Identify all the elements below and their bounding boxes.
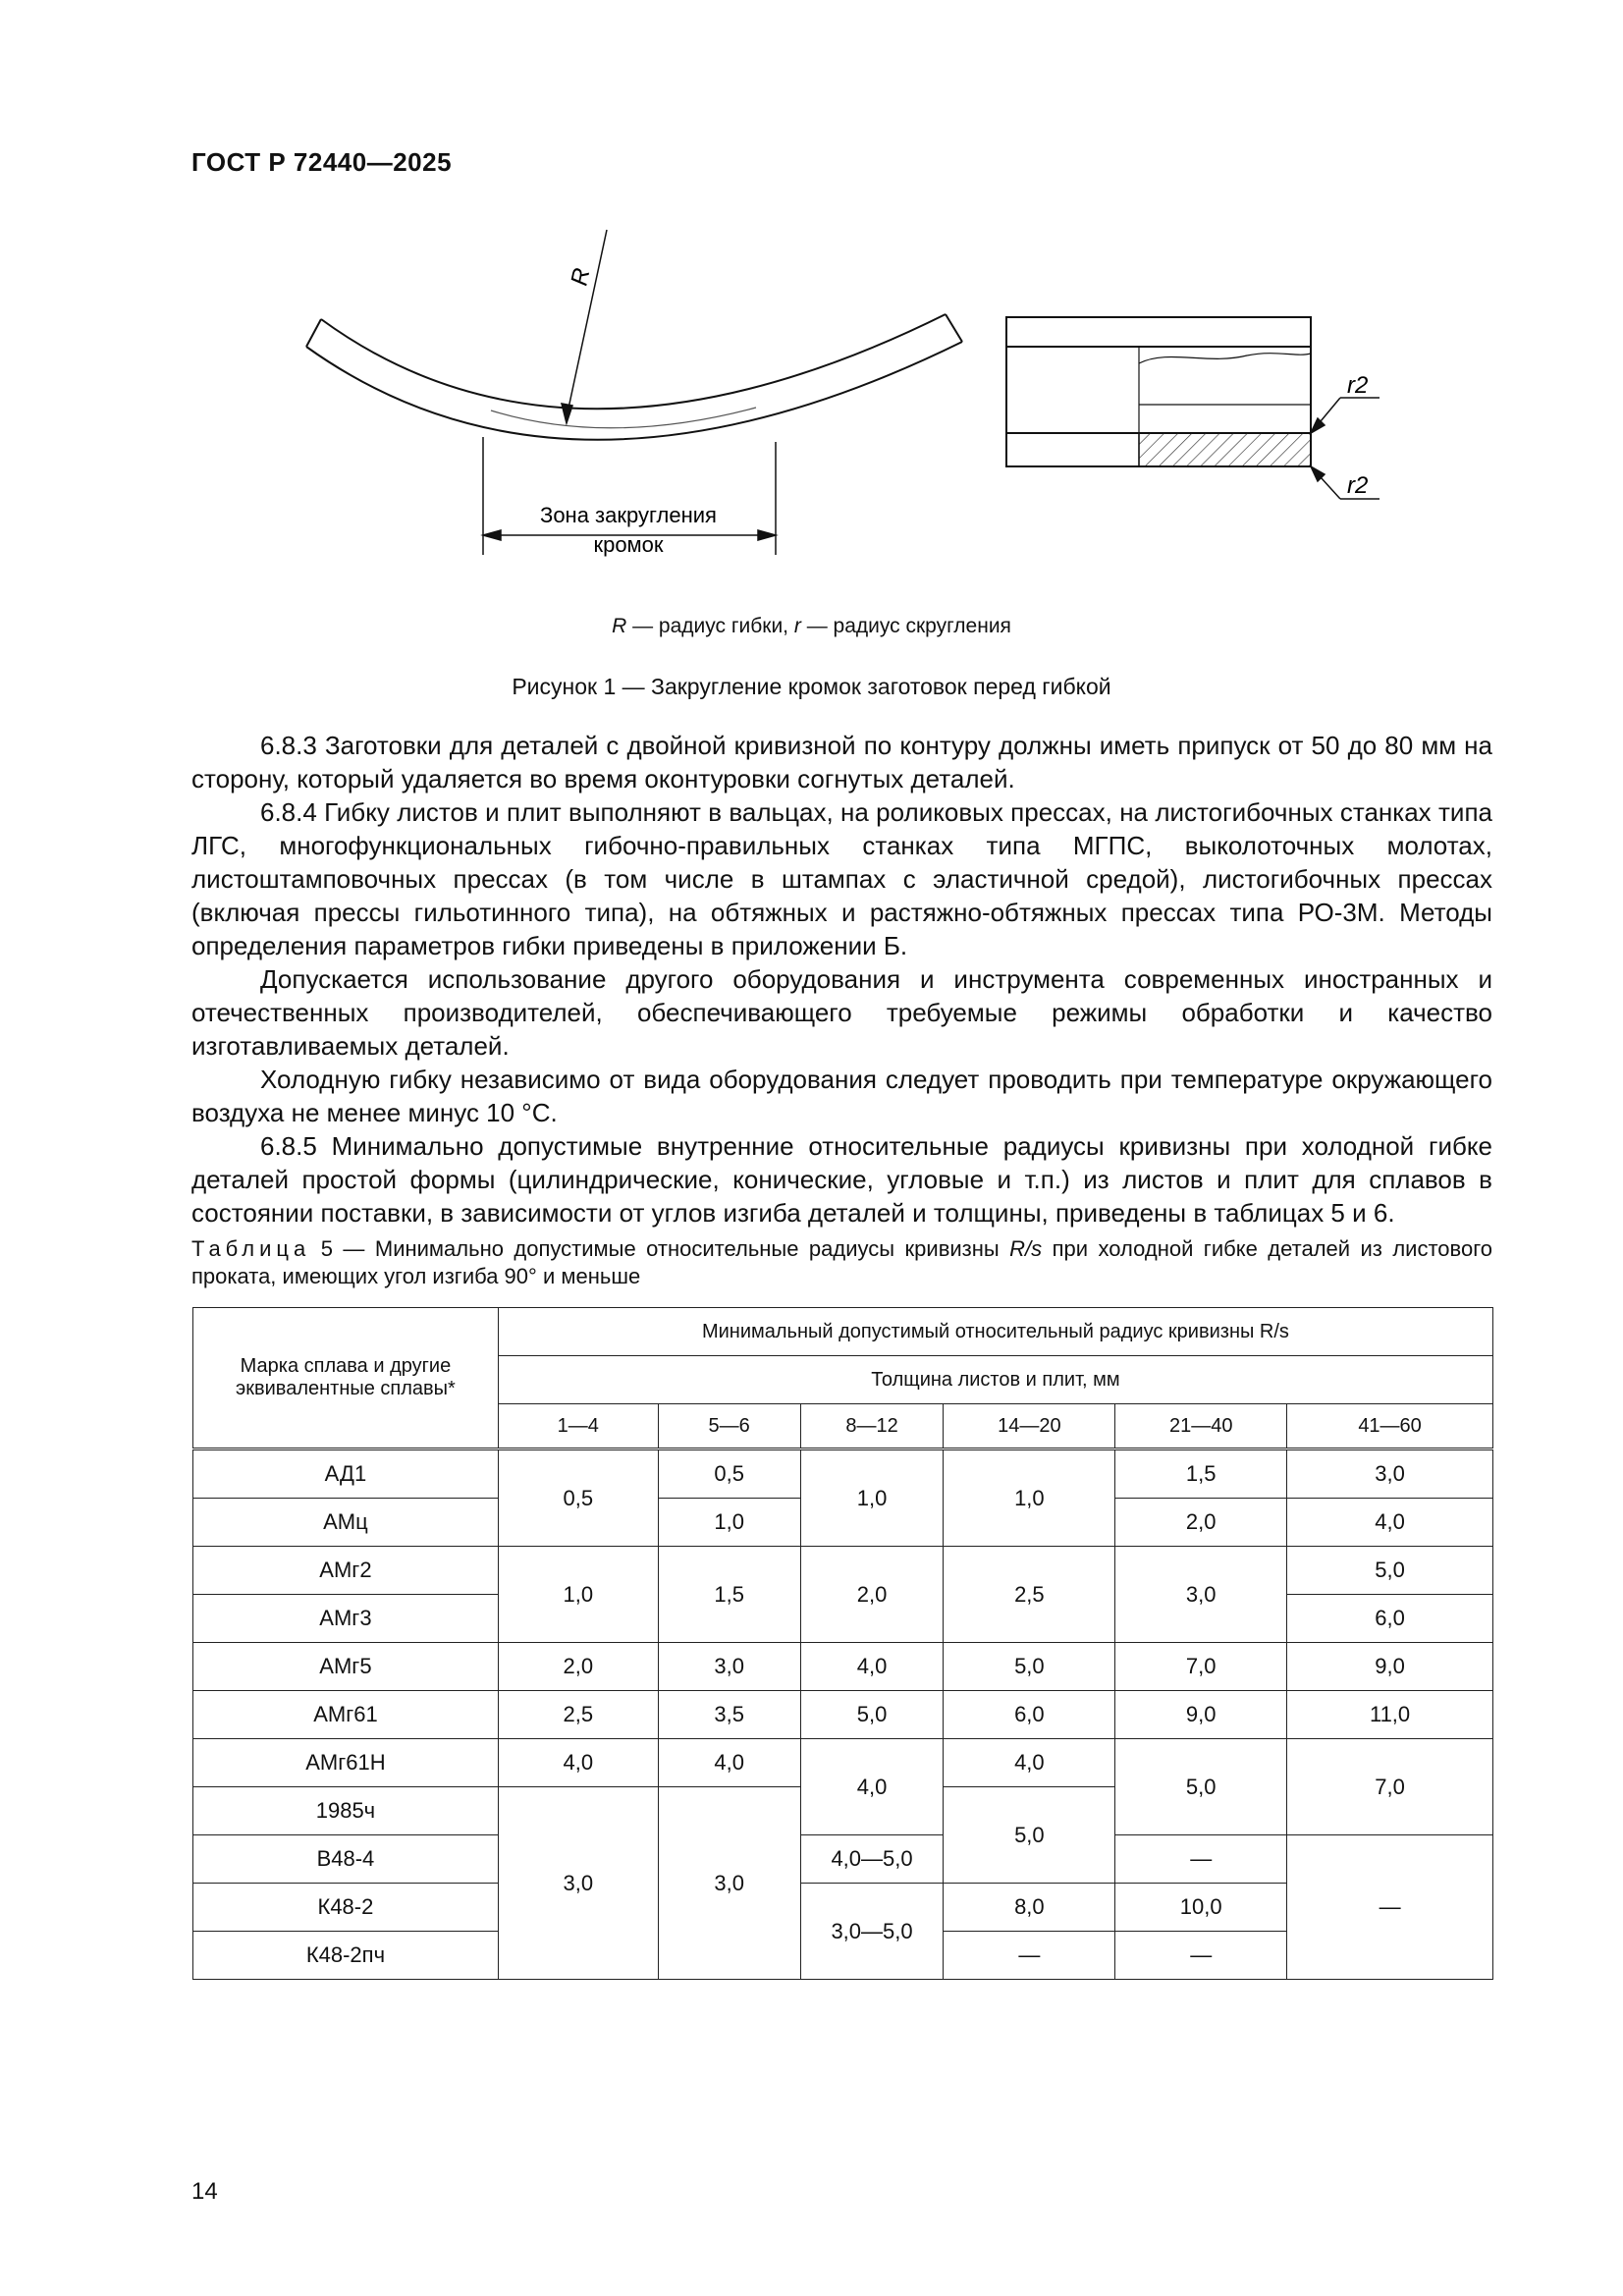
document-header: ГОСТ Р 72440—2025 xyxy=(191,147,453,177)
value-cell: 2,0 xyxy=(498,1643,658,1691)
value-cell: 1,5 xyxy=(1115,1449,1287,1499)
value-cell: 4,0 xyxy=(658,1739,800,1787)
value-cell: 3,0 xyxy=(1115,1547,1287,1643)
table-caption-number: 5 xyxy=(320,1236,333,1261)
value-cell: 5,0 xyxy=(944,1787,1115,1884)
legend-r: r xyxy=(793,615,801,637)
alloy-cell: 1985ч xyxy=(193,1787,499,1835)
value-cell: 6,0 xyxy=(1287,1595,1493,1643)
header-alloy: Марка сплава и другие эквивалентные сплавы* xyxy=(193,1308,499,1449)
value-cell: 3,0 xyxy=(658,1643,800,1691)
table-row xyxy=(193,1547,1493,1595)
value-cell: 3,0 xyxy=(658,1787,800,1980)
alloy-cell: АМг61 xyxy=(193,1691,499,1739)
value-cell: 4,0 xyxy=(800,1643,944,1691)
alloy-cell: АМг61Н xyxy=(193,1739,499,1787)
value-cell: 2,5 xyxy=(944,1547,1115,1643)
table-row xyxy=(193,1643,1493,1691)
header-main: Минимальный допустимый относительный радиус кривизны R/s xyxy=(498,1308,1492,1356)
paragraph-6-8-3: 6.8.3 Заготовки для деталей с двойной кривизной по контуру должны иметь припуск от 50 до 80 мм на сторону, который удаляется во время оконтуровки согнутых деталей. xyxy=(191,731,1492,793)
table-row xyxy=(193,1449,1493,1499)
value-cell: 9,0 xyxy=(1287,1643,1493,1691)
alloy-cell: К48-2пч xyxy=(193,1932,499,1980)
legend-R: R xyxy=(612,615,627,637)
value-cell: 2,5 xyxy=(498,1691,658,1739)
value-cell: 7,0 xyxy=(1287,1739,1493,1835)
header-thickness: Толщина листов и плит, мм xyxy=(498,1356,1492,1404)
value-cell: 8,0 xyxy=(944,1884,1115,1932)
figure-drawing xyxy=(0,0,1623,609)
value-cell: 1,0 xyxy=(658,1499,800,1547)
value-cell: 4,0 xyxy=(1287,1499,1493,1547)
label-R: R xyxy=(566,265,596,289)
page-number: 14 xyxy=(191,2178,218,2205)
value-cell: 0,5 xyxy=(658,1449,800,1499)
table-caption xyxy=(191,1235,1492,1290)
table-row xyxy=(193,1739,1493,1787)
value-cell: 0,5 xyxy=(498,1449,658,1547)
figure-title: Рисунок 1 — Закругление кромок заготовок перед гибкой xyxy=(512,674,1111,699)
hatched-section xyxy=(1139,433,1311,466)
radius-leader xyxy=(562,230,607,423)
value-cell: 2,0 xyxy=(800,1547,944,1643)
header-range: 14—20 xyxy=(944,1404,1115,1449)
body-text xyxy=(191,729,1492,1230)
value-cell: 2,0 xyxy=(1115,1499,1287,1547)
figure-legend xyxy=(0,615,1623,638)
table-caption-text-before: — Минимально допустимые относительные радиусы кривизны xyxy=(332,1236,1010,1261)
value-cell: 4,0 xyxy=(498,1739,658,1787)
table-row xyxy=(193,1835,1493,1884)
zone-label-line2: кромок xyxy=(593,532,664,557)
value-cell: 3,5 xyxy=(658,1691,800,1739)
value-cell: — xyxy=(1115,1932,1287,1980)
legend-R-text: — радиус гибки, xyxy=(626,615,794,637)
bent-plate xyxy=(306,314,962,440)
value-cell: 5,0 xyxy=(800,1691,944,1739)
alloy-cell: АМг2 xyxy=(193,1547,499,1595)
paragraph-6-8-4: 6.8.4 Гибку листов и плит выполняют в вальцах, на роликовых прессах, на листогибочных станках типа ЛГС, многофункциональных гибочно-правильных станках типа МГПС, выколоточных молотах, листоштамповочных прессах (в том числе в штампах с эластичной средой), листогибочных прессах (включая прессы гильотинного типа), на обтяжных и растяжно-обтяжных прессах типа РО-3М. Методы определения параметров гибки приведены в приложении Б. xyxy=(191,797,1492,960)
value-cell: 1,5 xyxy=(658,1547,800,1643)
value-cell: — xyxy=(1115,1835,1287,1884)
alloy-cell: АМг3 xyxy=(193,1595,499,1643)
header-range: 8—12 xyxy=(800,1404,944,1449)
value-cell: 5,0 xyxy=(1287,1547,1493,1595)
value-cell: 5,0 xyxy=(1115,1739,1287,1835)
value-cell: 3,0 xyxy=(1287,1449,1493,1499)
value-cell: 4,0 xyxy=(944,1739,1115,1787)
header-range: 5—6 xyxy=(658,1404,800,1449)
r2-leaders xyxy=(1311,398,1380,499)
table-caption-ratio: R/s xyxy=(1009,1236,1043,1261)
value-cell: 4,0—5,0 xyxy=(800,1835,944,1884)
table-caption-word: Таблица xyxy=(191,1236,311,1261)
value-cell: 6,0 xyxy=(944,1691,1115,1739)
paragraph-equipment: Допускается использование другого оборудования и инструмента современных иностранных и отечественных производителей, обеспечивающего требуемые режимы обработки и качество изготавливаемых деталей. xyxy=(191,964,1492,1061)
table-caption-text-after: при холодной гибке деталей из листового проката, имеющих угол изгиба 90° и меньше xyxy=(191,1236,1492,1288)
value-cell: 4,0 xyxy=(800,1739,944,1835)
alloy-cell: АМц xyxy=(193,1499,499,1547)
alloy-cell: АМг5 xyxy=(193,1643,499,1691)
value-cell: 7,0 xyxy=(1115,1643,1287,1691)
value-cell: 5,0 xyxy=(944,1643,1115,1691)
alloy-cell: К48-2 xyxy=(193,1884,499,1932)
alloy-cell: АД1 xyxy=(193,1449,499,1499)
paragraph-cold-bending: Холодную гибку независимо от вида оборудования следует проводить при температуре окружающего воздуха не менее минус 10 °С. xyxy=(191,1065,1492,1127)
value-cell: 3,0 xyxy=(498,1787,658,1980)
value-cell: 10,0 xyxy=(1115,1884,1287,1932)
value-cell: 1,0 xyxy=(498,1547,658,1643)
alloy-cell: В48-4 xyxy=(193,1835,499,1884)
value-cell: 1,0 xyxy=(800,1449,944,1547)
header-range: 21—40 xyxy=(1115,1404,1287,1449)
value-cell: — xyxy=(1287,1835,1493,1980)
value-cell: 9,0 xyxy=(1115,1691,1287,1739)
legend-r-text: — радиус скругления xyxy=(800,615,1011,637)
zone-label-line1: Зона закругления xyxy=(540,503,717,527)
table-row xyxy=(193,1691,1493,1739)
value-cell: 1,0 xyxy=(944,1449,1115,1547)
header-range: 1—4 xyxy=(498,1404,658,1449)
bending-radius-table xyxy=(192,1307,1493,1980)
label-r2-bottom: r2 xyxy=(1347,472,1369,499)
value-cell: 3,0—5,0 xyxy=(800,1884,944,1980)
label-r2-top: r2 xyxy=(1347,372,1369,399)
value-cell: 11,0 xyxy=(1287,1691,1493,1739)
value-cell: — xyxy=(944,1932,1115,1980)
paragraph-6-8-5: 6.8.5 Минимально допустимые внутренние относительные радиусы кривизны при холодной гибке деталей простой формы (цилиндрические, конические, угловые и т.п.) из листов и плит для сплавов в состоянии поставки, в зависимости от углов изгиба деталей и толщины, приведены в таблицах 5 и 6. xyxy=(191,1131,1492,1228)
header-range: 41—60 xyxy=(1287,1404,1493,1449)
